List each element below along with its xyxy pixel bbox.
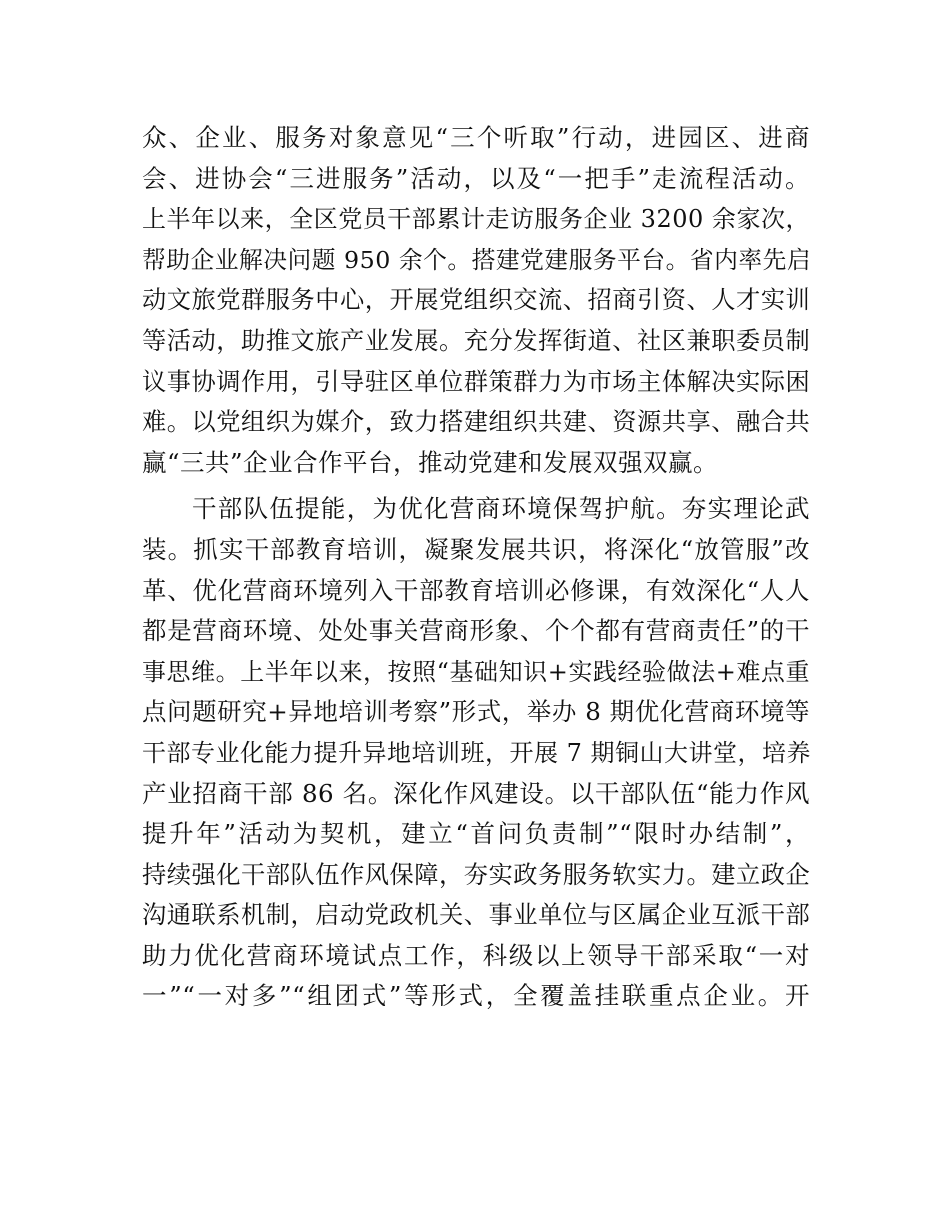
text-line: 产业招商干部 86 名。深化作风建设。以干部队伍“能力作风	[142, 778, 810, 808]
text-line: 帮助企业解决问题 950 余个。搭建党建服务平台。省内率先启	[142, 245, 812, 274]
text-line: 难。以党组织为媒介，致力搭建组织共建、资源共享、融合共	[142, 407, 811, 437]
text-line: 提升年”活动为契机，建立“首问负责制”“限时办结制”，	[142, 819, 810, 849]
document-page	[142, 118, 810, 1017]
text-line: 众、企业、服务对象意见“三个听取”行动，进园区、进商	[142, 123, 810, 152]
text-line: 革、优化营商环境列入干部教育培训必修课，有效深化“人人	[142, 575, 810, 605]
text-line: 持续强化干部队伍作风保障，夯实政务服务软实力。建立政企	[142, 859, 811, 889]
text-line: 赢“三共”企业合作平台，推动党建和发展双强双赢。	[142, 447, 719, 477]
text-line: 助力优化营商环境试点工作，科级以上领导干部采取“一对	[142, 940, 810, 970]
text-line: 装。抓实干部教育培训，凝聚发展共识，将深化“放管服”改	[142, 534, 810, 564]
text-line: 都是营商环境、处处事关营商形象、个个都有营商责任”的干	[142, 616, 810, 646]
text-line: 会、进协会“三进服务”活动，以及“一把手”走流程活动。	[142, 163, 810, 193]
paragraph-2	[142, 489, 810, 1017]
text-line: 点问题研究+异地培训考察”形式，举办 8 期优化营商环境等	[142, 697, 810, 727]
text-line: 议事协调作用，引导驻区单位群策群力为市场主体解决实际困	[142, 366, 811, 396]
text-line: 等活动，助推文旅产业发展。充分发挥街道、社区兼职委员制	[142, 325, 811, 355]
paragraph-1	[142, 118, 810, 483]
text-line: 动文旅党群服务中心，开展党组织交流、招商引资、人才实训	[142, 285, 811, 315]
text-line: 一”“一对多”“组团式”等形式，全覆盖挂联重点企业。开	[142, 981, 810, 1011]
text-line: 干部专业化能力提升异地培训班，开展 7 期铜山大讲堂，培养	[142, 738, 812, 767]
text-line: 上半年以来，全区党员干部累计走访服务企业 3200 余家次，	[142, 205, 810, 234]
text-line: 干部队伍提能，为优化营商环境保驾护航。夯实理论武	[192, 494, 810, 524]
text-line: 事思维。上半年以来，按照“基础知识+实践经验做法+难点重	[142, 657, 810, 686]
text-line: 沟通联系机制，启动党政机关、事业单位与区属企业互派干部	[142, 900, 811, 930]
